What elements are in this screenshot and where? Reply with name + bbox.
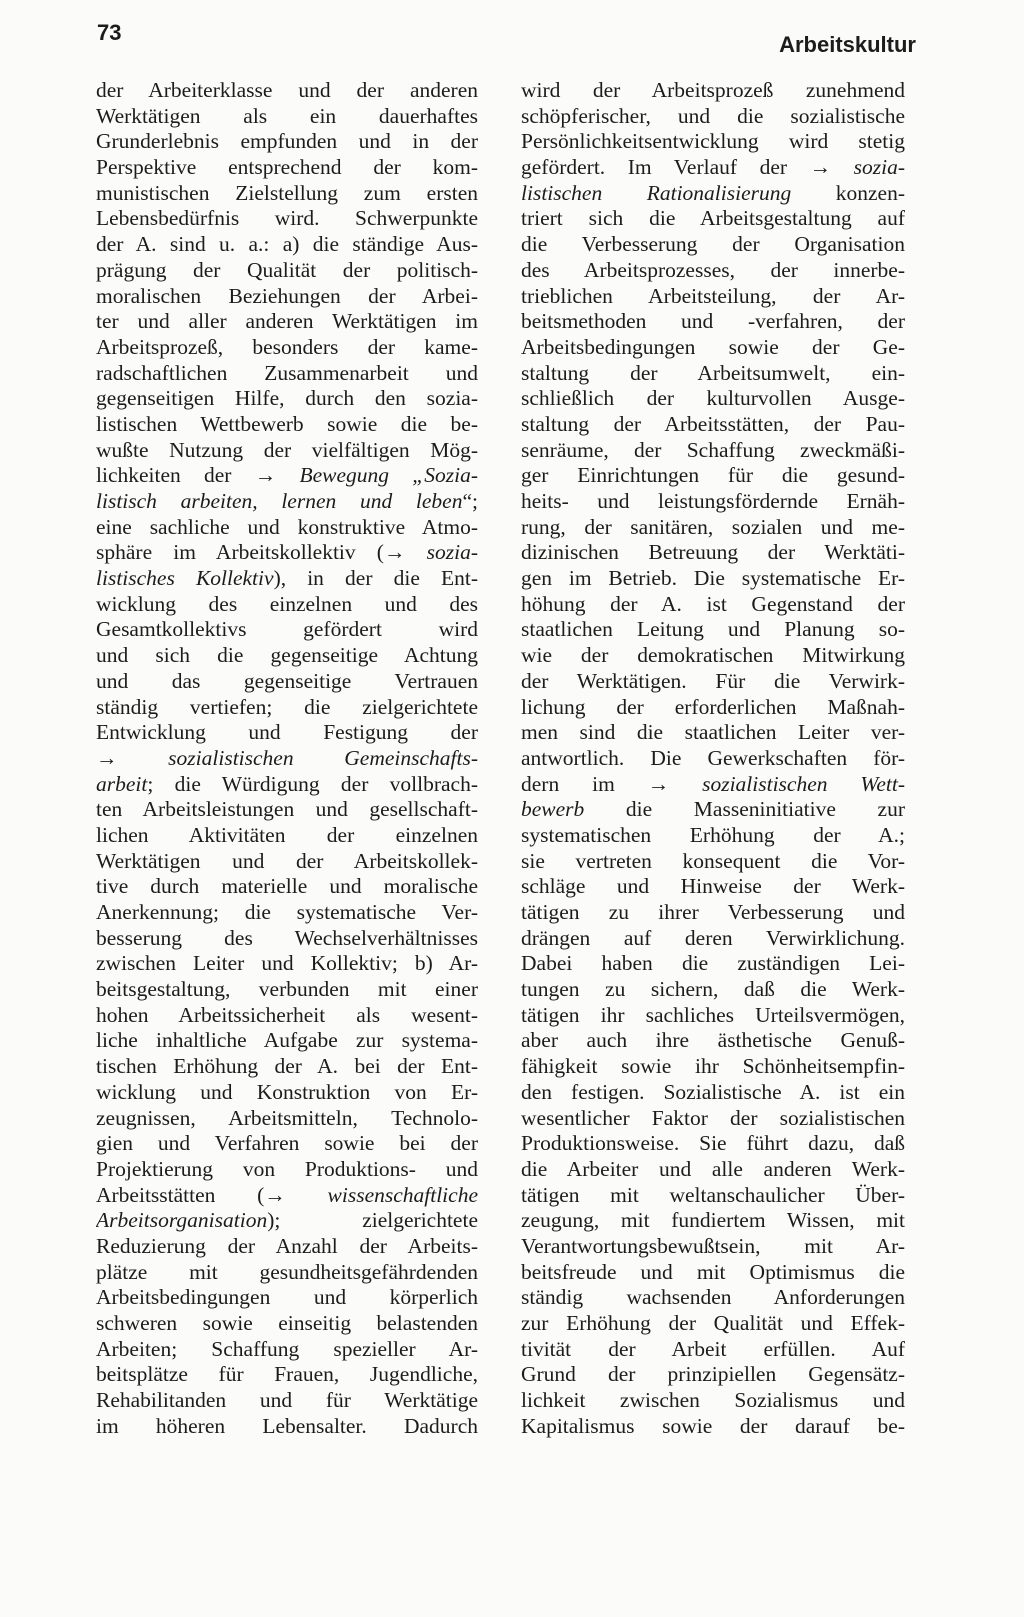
text-line (521, 772, 905, 798)
text-line: prägung der Qualität der politisch- (96, 257, 478, 282)
text-line: heits- und leistungsfördernde Ernäh- (521, 489, 905, 513)
line-suffix: ); zielgerichtete (267, 1208, 478, 1233)
text-line: Lebensbedürfnis wird. Schwerpunkte (96, 206, 478, 231)
text-line: tungen zu sichern, daß die Werk- (521, 977, 905, 1002)
text-line (96, 463, 478, 489)
text-line (96, 566, 478, 592)
cross-reference-term: wissenschaftliche (327, 1182, 478, 1207)
text-line: tätigen mit weltanschaulicher Über- (521, 1182, 905, 1207)
text-line: staltung der Arbeitsstätten, der Pau- (521, 411, 905, 436)
text-line: triert sich die Arbeitsgestaltung auf (521, 206, 905, 231)
cross-reference-term: sozia- (853, 155, 905, 180)
line-suffix: ; die Würdigung der vollbrach- (147, 771, 478, 796)
text-line: staatlichen Leitung und Planung so- (521, 617, 905, 642)
text-line: trieblichen Arbeitsteilung, der Ar- (521, 283, 905, 308)
line-suffix: “; (462, 489, 478, 513)
text-line: lichen Aktivitäten der einzelnen (96, 822, 478, 847)
text-line: eine sachliche und konstruktive Atmo- (96, 514, 478, 539)
text-line: Werktätigen und der Arbeitskollek- (96, 848, 478, 873)
text-line: schweren sowie einseitig belastenden (96, 1311, 478, 1335)
cross-reference-term: listischen Rationalisierung (521, 180, 792, 205)
cross-reference-term: sozia- (426, 540, 478, 565)
text-line: moralischen Beziehungen der Arbei- (96, 283, 478, 308)
text-line: der Werktätigen. Für die Verwirk- (521, 668, 905, 693)
text-line: tischen Erhöhung der A. bei der Ent- (96, 1054, 478, 1079)
text-line: wird der Arbeitsprozeß zunehmend (521, 78, 905, 102)
text-line: ter und aller anderen Werktätigen im (96, 309, 478, 334)
text-line: schläge und Hinweise der Werk- (521, 874, 905, 899)
text-line: antwortlich. Die Gewerkschaften för- (521, 745, 905, 770)
text-line: plätze mit gesundheitsgefährdenden (96, 1259, 478, 1284)
running-head: Arbeitskultur (779, 32, 916, 57)
text-line: fähigkeit sowie ihr Schönheitsempfin- (521, 1054, 905, 1079)
text-line: Perspektive entsprechend der kom- (96, 155, 478, 180)
line-prefix: → (96, 745, 169, 770)
text-line: gien und Verfahren sowie bei der (96, 1131, 478, 1156)
text-line: schöpferischer, und die sozialistische (521, 103, 905, 128)
text-line: ten Arbeitsleistungen und gesellschaft- (96, 797, 478, 822)
text-line: wie der demokratischen Mitwirkung (521, 643, 905, 668)
text-line: radschaftlichen Zusammenarbeit und (96, 360, 478, 385)
text-line (521, 155, 905, 181)
text-line: zeugung, mit fundiertem Wissen, mit (521, 1208, 905, 1233)
text-line: ständig vertiefen; die zielgerichtete (96, 694, 478, 719)
text-line: Grund der prinzipiellen Gegensätz- (521, 1362, 905, 1387)
text-line: Verantwortungsbewußtsein, mit Ar- (521, 1233, 905, 1258)
text-line (96, 772, 478, 798)
text-line: lichung der erforderlichen Maßnah- (521, 694, 905, 719)
text-line (96, 746, 478, 772)
text-line: munistischen Zielstellung zum ersten (96, 180, 478, 205)
text-line: drängen auf deren Verwirklichung. (521, 925, 905, 950)
line-suffix: konzen- (791, 180, 905, 205)
text-line: Reduzierung der Anzahl der Arbeits- (96, 1233, 478, 1258)
text-line: schließlich der kulturvollen Ausge- (521, 386, 905, 411)
text-line: ständig wachsenden Anforderungen (521, 1285, 905, 1310)
text-line: und das gegenseitige Vertrauen (96, 668, 478, 693)
text-line: Anerkennung; die systematische Ver- (96, 900, 478, 924)
text-line: dizinischen Betreuung der Werktäti- (521, 540, 905, 565)
text-line: wesentlicher Faktor der sozialistischen (521, 1105, 905, 1130)
text-line: zur Erhöhung der Qualität und Effek- (521, 1311, 905, 1335)
text-line: Projektierung von Produktions- und (96, 1156, 478, 1181)
text-line: zeugnissen, Arbeitsmitteln, Technolo- (96, 1105, 478, 1130)
text-line: staltung der Arbeitsumwelt, ein- (521, 360, 905, 385)
text-line: beitsmethoden und -verfahren, der (521, 309, 905, 334)
text-line: ger Einrichtungen für die gesund- (521, 463, 905, 488)
line-suffix: ), in der die Ent- (273, 566, 478, 591)
text-line: tive durch materielle und moralische (96, 874, 478, 899)
text-line: Produktionsweise. Sie führt dazu, daß (521, 1131, 905, 1156)
text-line: aber auch ihre ästhetische Genuß- (521, 1028, 905, 1053)
text-line: der Arbeiterklasse und der anderen (96, 78, 478, 102)
text-line: im höheren Lebensalter. Dadurch (96, 1413, 478, 1438)
text-line: beitsplätze für Frauen, Jugendliche, (96, 1362, 478, 1387)
text-line: systematischen Erhöhung der A.; (521, 822, 905, 847)
text-line (96, 1208, 478, 1234)
line-prefix: lichkeiten der → (96, 463, 300, 488)
text-line: tätigen zu ihrer Verbesserung und (521, 900, 905, 924)
text-line: gen im Betrieb. Die systematische Er- (521, 566, 905, 591)
text-line: rung, der sanitären, sozialen und me- (521, 514, 905, 539)
text-line: Arbeitsbedingungen und körperlich (96, 1285, 478, 1310)
cross-reference-term: arbeit (96, 771, 148, 796)
cross-reference-term: sozialistischen Gemeinschafts- (168, 745, 478, 770)
text-line: hohen Arbeitssicherheit als wesent- (96, 1002, 478, 1027)
line-suffix: die Masseninitiative zur (584, 797, 905, 822)
text-line: Rehabilitanden und für Werktätige (96, 1388, 478, 1413)
text-line: tivität der Arbeit erfüllen. Auf (521, 1336, 905, 1361)
text-line: listischen Wettbewerb sowie die be- (96, 411, 478, 436)
text-line: Arbeitsprozeß, besonders der kame- (96, 334, 478, 359)
line-prefix: Arbeitsstätten (→ (96, 1182, 328, 1207)
text-line: Entwicklung und Festigung der (96, 720, 478, 745)
text-line: wicklung des einzelnen und des (96, 591, 478, 616)
line-prefix: gefördert. Im Verlauf der → (521, 155, 854, 180)
text-line: und sich die gegenseitige Achtung (96, 643, 478, 668)
text-line: Werktätigen als ein dauerhaftes (96, 103, 478, 128)
text-line: den festigen. Sozialistische A. ist ein (521, 1079, 905, 1104)
text-line: Persönlichkeitsentwicklung wird stetig (521, 129, 905, 154)
text-line: Gesamtkollektivs gefördert wird (96, 617, 478, 642)
text-line: beitsfreude und mit Optimismus die (521, 1259, 905, 1284)
text-line: zwischen Leiter und Kollektiv; b) Ar- (96, 951, 478, 976)
text-line (521, 797, 905, 823)
text-line (96, 489, 478, 515)
text-line: liche inhaltliche Aufgabe zur systema- (96, 1028, 478, 1053)
text-line: der A. sind u. a.: a) die ständige Aus- (96, 232, 478, 257)
cross-reference-term: listisches Kollektiv (96, 566, 274, 591)
cross-reference-term: listisch arbeiten, lernen und leben (96, 489, 463, 513)
text-line: die Verbesserung der Organisation (521, 232, 905, 257)
text-line (521, 181, 905, 207)
text-line (96, 1183, 478, 1209)
right-text-column (521, 78, 905, 1439)
text-line (96, 540, 478, 566)
text-line: tätigen ihr sachliches Urteilsvermögen, (521, 1002, 905, 1027)
text-line: höhung der A. ist Gegenstand der (521, 591, 905, 616)
text-line: wußte Nutzung der vielfältigen Mög- (96, 437, 478, 462)
text-line: beitsgestaltung, verbunden mit einer (96, 977, 478, 1002)
cross-reference-term: bewerb (521, 797, 585, 822)
page-number: 73 (97, 20, 122, 45)
cross-reference-term: Bewegung „Sozia- (299, 463, 478, 488)
text-line: besserung des Wechselverhältnisses (96, 925, 478, 950)
text-line: Grunderlebnis empfunden und in der (96, 129, 478, 154)
cross-reference-term: sozialistischen Wett- (702, 771, 905, 796)
text-line: men sind die staatlichen Leiter ver- (521, 720, 905, 745)
text-line: die Arbeiter und alle anderen Werk- (521, 1156, 905, 1181)
text-line: senräume, der Schaffung zweckmäßi- (521, 437, 905, 462)
text-line: Kapitalismus sowie der darauf be- (521, 1413, 905, 1438)
text-line: des Arbeitsprozesses, der innerbe- (521, 257, 905, 282)
cross-reference-term: Arbeitsorganisation (96, 1208, 268, 1233)
left-text-column (96, 78, 478, 1439)
text-line: Dabei haben die zuständigen Lei- (521, 951, 905, 976)
text-line: gegenseitigen Hilfe, durch den sozia- (96, 386, 478, 411)
text-line: wicklung und Konstruktion von Er- (96, 1079, 478, 1104)
text-line: lichkeit zwischen Sozialismus und (521, 1388, 905, 1413)
line-prefix: sphäre im Arbeitskollektiv (→ (96, 540, 427, 565)
text-line: sie vertreten konsequent die Vor- (521, 848, 905, 873)
text-line: Arbeitsbedingungen sowie der Ge- (521, 334, 905, 359)
text-line: Arbeiten; Schaffung spezieller Ar- (96, 1336, 478, 1361)
line-prefix: dern im → (521, 771, 703, 796)
